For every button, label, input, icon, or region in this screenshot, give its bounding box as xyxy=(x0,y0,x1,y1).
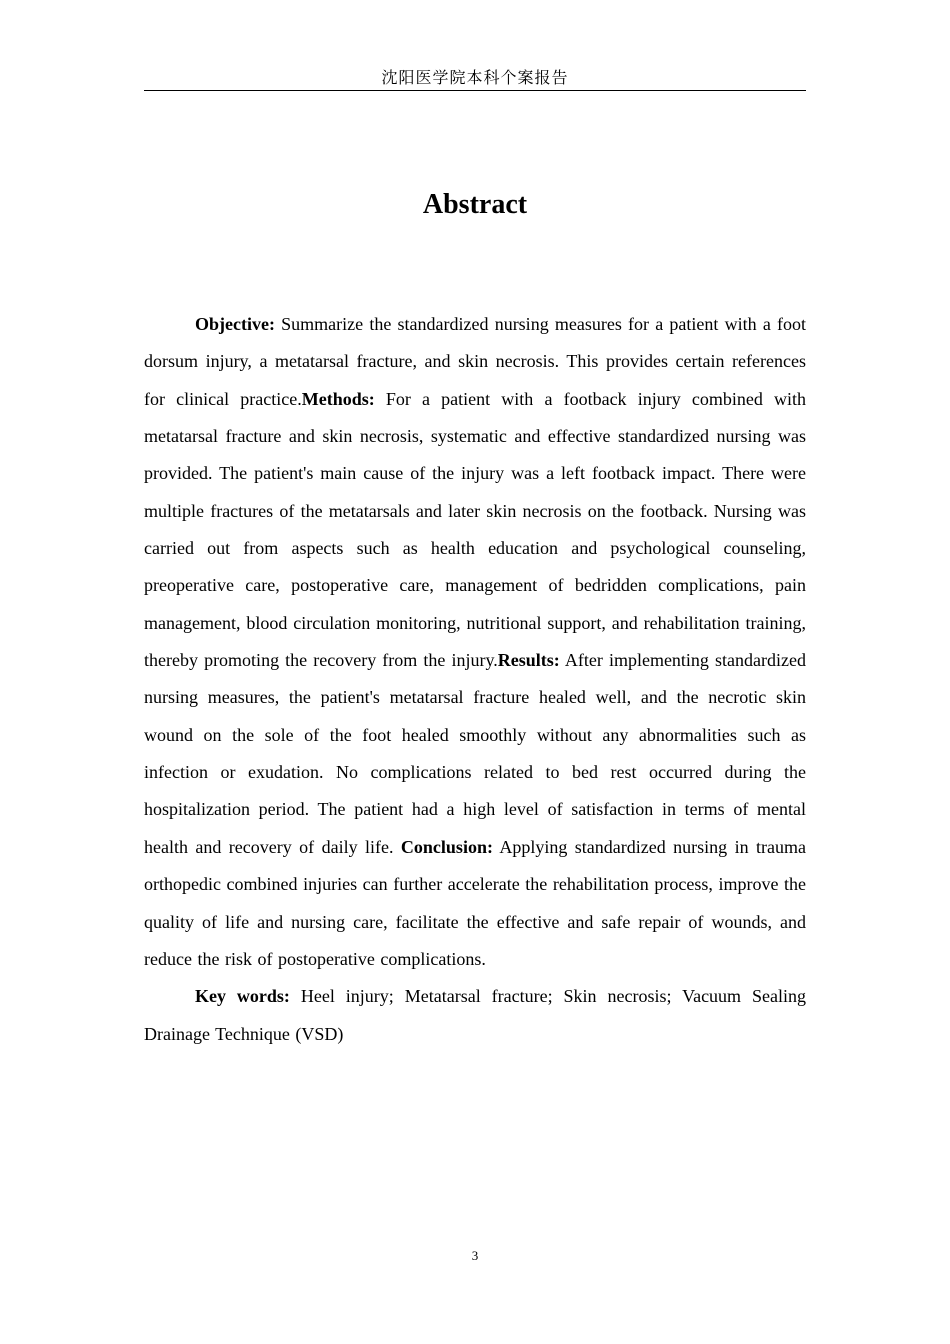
results-label: Results: xyxy=(497,650,560,671)
page-number: 3 xyxy=(471,1248,479,1263)
header-rule xyxy=(144,90,806,91)
methods-label: Methods: xyxy=(301,388,375,409)
abstract-paragraph xyxy=(144,306,806,978)
abstract-body xyxy=(144,306,806,1053)
methods-text: For a patient with a footback injury combined with metatarsal fracture and skin necrosis, systematic and effective standardized nursing was provided. The patient's main cause of the injury was a left footback impact. There were multiple fractures of the metatarsals and later skin necrosis on the footback. Nursing was carried out from aspects such as health education and psychological counseling, preoperative care, postoperative care, management of bedridden complications, pain management, blood circulation monitoring, nutritional support, and rehabilitation training, thereby promoting the recovery from the injury. xyxy=(144,388,806,671)
conclusion-text: Applying standardized nursing in trauma orthopedic combined injuries can further accelerate the rehabilitation process, improve the quality of life and nursing care, facilitate the effective and safe repair of wounds, and reduce the risk of postoperative complications. xyxy=(144,836,806,969)
running-header: 沈阳医学院本科个案报告 xyxy=(381,68,569,87)
conclusion-label: Conclusion: xyxy=(400,836,493,857)
keywords-label: Key words: xyxy=(195,986,290,1007)
page-title: Abstract xyxy=(422,189,528,220)
keywords-text: Heel injury; Metatarsal fracture; Skin necrosis; Vacuum Sealing Drainage Technique (VSD) xyxy=(144,986,806,1044)
objective-text: Summarize the standardized nursing measures for a patient with a foot dorsum injury, a metatarsal fracture, and skin necrosis. This provides certain references for clinical practice. xyxy=(144,314,806,409)
objective-label: Objective: xyxy=(195,314,275,334)
results-text: After implementing standardized nursing measures, the patient's metatarsal fracture healed well, and the necrotic skin wound on the sole of the foot healed smoothly without any abnormalities such as infection or exudation. No complications related to bed rest occurred during the hospitalization period. The patient had a high level of satisfaction in terms of mental health and recovery of daily life. xyxy=(144,650,806,857)
keywords-paragraph xyxy=(144,978,806,1053)
